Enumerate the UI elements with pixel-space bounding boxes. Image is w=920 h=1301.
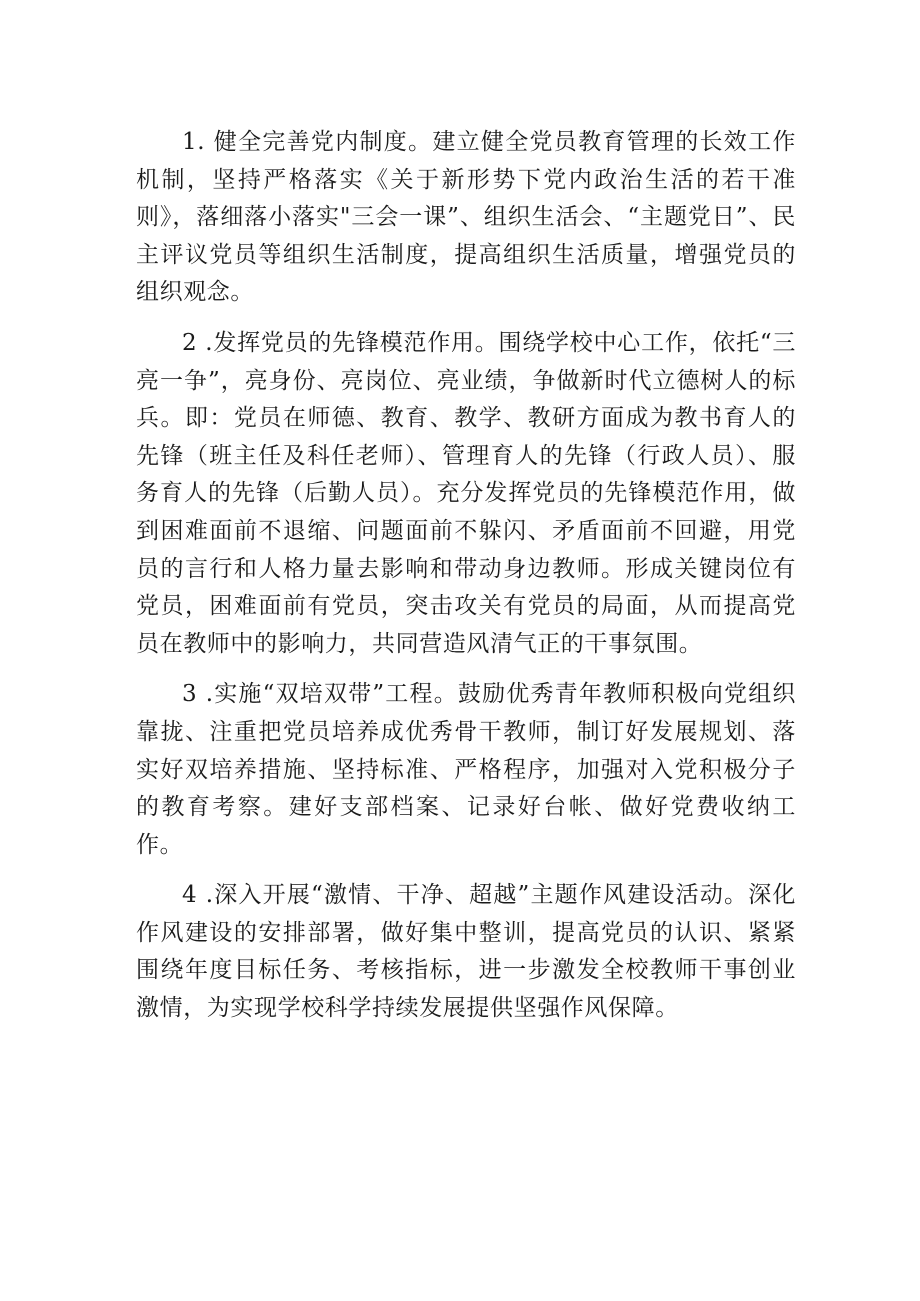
paragraph-2: 2 .发挥党员的先锋模范作用。围绕学校中心工作，依托“三亮一争”，亮身份、亮岗位、亮业绩，争做新时代立德树人的标兵。即：党员在师德、教育、教学、教研方面成为教书育人的先锋（班主任及科任老师）、管理育人的先锋（行政人员）、服务育人的先锋（后勤人员）。充分发挥党员的先锋模范作用，做到困难面前不退缩、问题面前不躲闪、矛盾面前不回避，用党员的言行和人格力量去影响和带动身边教师。形成关键岗位有党员，困难面前有党员，突击攻关有党员的局面，从而提高党员在教师中的影响力，共同营造风清气正的干事氛围。 bbox=[136, 329, 796, 657]
document-body bbox=[136, 124, 796, 1041]
paragraph-1: 1. 健全完善党内制度。建立健全党员教育管理的长效工作机制，坚持严格落实《关于新形势下党内政治生活的若干准则》，落细落小落实"三会一课”、组织生活会、“主题党日”、民主评议党员等组织生活制度，提高组织生活质量，增强党员的组织观念。 bbox=[136, 129, 796, 306]
paragraph-4: 4 .深入开展“激情、干净、超越”主题作风建设活动。深化作风建设的安排部署，做好集中整训，提高党员的认识、紧紧围绕年度目标任务、考核指标，进一步激发全校教师干事创业激情，为实现学校科学持续发展提供坚强作风保障。 bbox=[136, 882, 796, 1022]
paragraph-3: 3 .实施“双培双带”工程。鼓励优秀青年教师积极向党组织靠拢、注重把党员培养成优秀骨干教师，制订好发展规划、落实好双培养措施、坚持标准、严格程序，加强对入党积极分子的教育考察。建好支部档案、记录好台帐、做好党费收纳工作。 bbox=[136, 681, 796, 858]
